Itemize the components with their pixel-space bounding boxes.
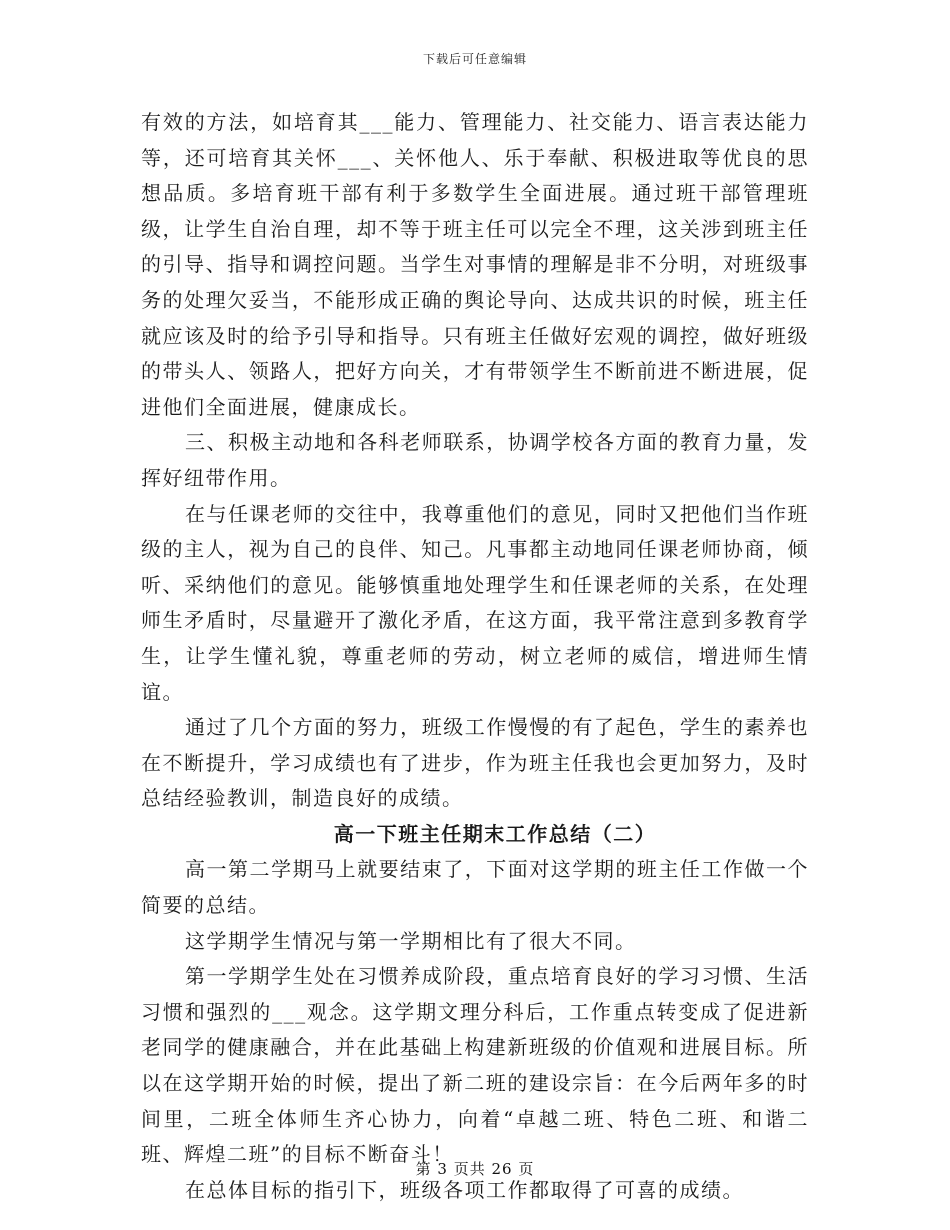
section-paragraph-intro: 高一第二学期马上就要结束了，下面对这学期的班主任工作做一个简要的总结。 xyxy=(141,857,809,918)
section-paragraph-results: 在总体目标的指引下，班级各项工作都取得了可喜的成绩。 xyxy=(185,1177,744,1202)
section-paragraph-situation: 这学期学生情况与第一学期相比有了很大不同。 xyxy=(185,928,637,953)
document-body xyxy=(141,105,809,1208)
page-footer-number: 第 3 页共 26 页 xyxy=(415,1160,535,1178)
section-paragraph-goals: 第一学期学生处在习惯养成阶段，重点培育良好的学习习惯、生活习惯和强烈的___观念。这学期文理分科后，工作重点转变成了促进新老同学的健康融合，并在此基础上构建新班级的价值观和进展目标。所以在这学期开始的时候，提出了新二班的建设宗旨：在今后两年多的时间里，二班全体师生齐心协力，向着“卓越二班、特色二班、和谐二班、辉煌二班”的目标不断奋斗！ xyxy=(141,964,809,1167)
paragraph-conclusion: 通过了几个方面的努力，班级工作慢慢的有了起色，学生的素养也在不断提升，学习成绩也有了进步，作为班主任我也会更加努力，及时总结经验教训，制造良好的成绩。 xyxy=(141,715,809,811)
page-header-note: 下载后可任意编辑 xyxy=(422,52,527,66)
paragraph-teachers: 在与任课老师的交往中，我尊重他们的意见，同时又把他们当作班级的主人，视为自己的良伴、知己。凡事都主动地同任课老师协商，倾听、采纳他们的意见。能够慎重地处理学生和任课老师的关系，在处理师生矛盾时，尽量避开了激化矛盾，在这方面，我平常注意到多教育学生，让学生懂礼貌，尊重老师的劳动，树立老师的威信，增进师生情谊。 xyxy=(141,501,809,704)
paragraph-heading-three: 三、积极主动地和各科老师联系，协调学校各方面的教育力量，发挥好纽带作用。 xyxy=(141,430,809,490)
paragraph-continued: 有效的方法，如培育其___能力、管理能力、社交能力、语言表达能力等，还可培育其关怀___、关怀他人、乐于奉献、积极进取等优良的思想品质。多培育班干部有利于多数学生全面进展。通过班干部管理班级，让学生自治自理，却不等于班主任可以完全不理，这关涉到班主任的引导、指导和调控问题。当学生对事情的理解是非不分明，对班级事务的处理欠妥当，不能形成正确的舆论导向、达成共识的时候，班主任就应该及时的给予引导和指导。只有班主任做好宏观的调控，做好班级的带头人、领路人，把好方向关，才有带领学生不断前进不断进展，促进他们全面进展，健康成长。 xyxy=(141,110,809,419)
section-title: 高一下班主任期末工作总结（二） xyxy=(333,821,657,846)
